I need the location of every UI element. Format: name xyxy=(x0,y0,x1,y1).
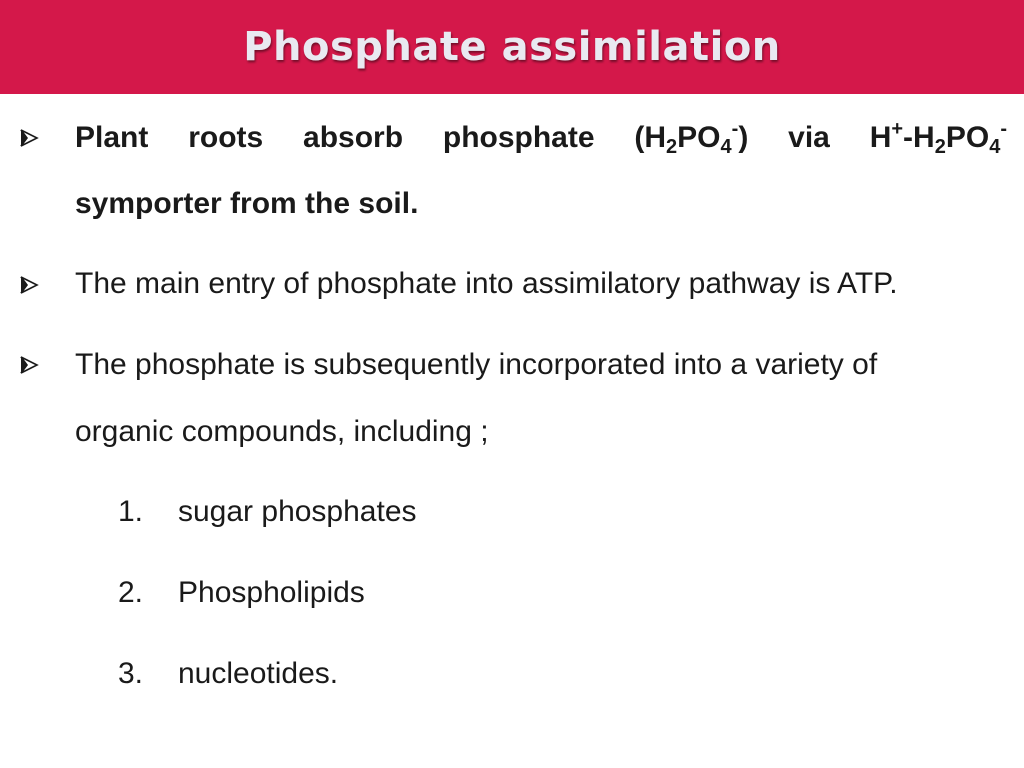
arrowhead-bullet-icon xyxy=(18,274,40,296)
list-number: 1. xyxy=(118,495,144,528)
list-item xyxy=(118,494,417,530)
list-text: Phospholipids xyxy=(178,576,365,609)
list-number: 2. xyxy=(118,576,144,609)
list-text: sugar phosphates xyxy=(178,495,417,528)
list-number: 3. xyxy=(118,657,144,690)
list-text: nucleotides. xyxy=(178,657,339,690)
bullet-1-line-1 xyxy=(75,120,1007,156)
bullet-3-line-2: organic compounds, including ; xyxy=(75,415,489,448)
bullet-1-line-2: symporter from the soil. xyxy=(75,187,419,220)
list-item xyxy=(118,656,338,692)
list-item xyxy=(118,575,365,611)
bullet-2-line-1: The main entry of phosphate into assimilatory pathway is ATP. xyxy=(75,267,898,300)
slide-title: Phosphate assimilation xyxy=(243,24,781,70)
formula-dihydrogen-phosphate: $(H_2PO_4^-)$ xyxy=(634,118,749,158)
bullet-3-line-1: The phosphate is subsequently incorporated into a variety of xyxy=(75,348,878,381)
word: phosphate xyxy=(442,121,595,154)
formula-symporter: $H^+-H_2PO_4^-$ xyxy=(869,118,1007,158)
arrowhead-bullet-icon xyxy=(18,127,40,149)
word: via xyxy=(788,121,830,154)
word: absorb xyxy=(303,121,404,154)
arrowhead-bullet-icon xyxy=(18,354,40,376)
word: Plant xyxy=(75,121,149,154)
title-bar xyxy=(0,0,1024,94)
word: roots xyxy=(188,121,264,154)
